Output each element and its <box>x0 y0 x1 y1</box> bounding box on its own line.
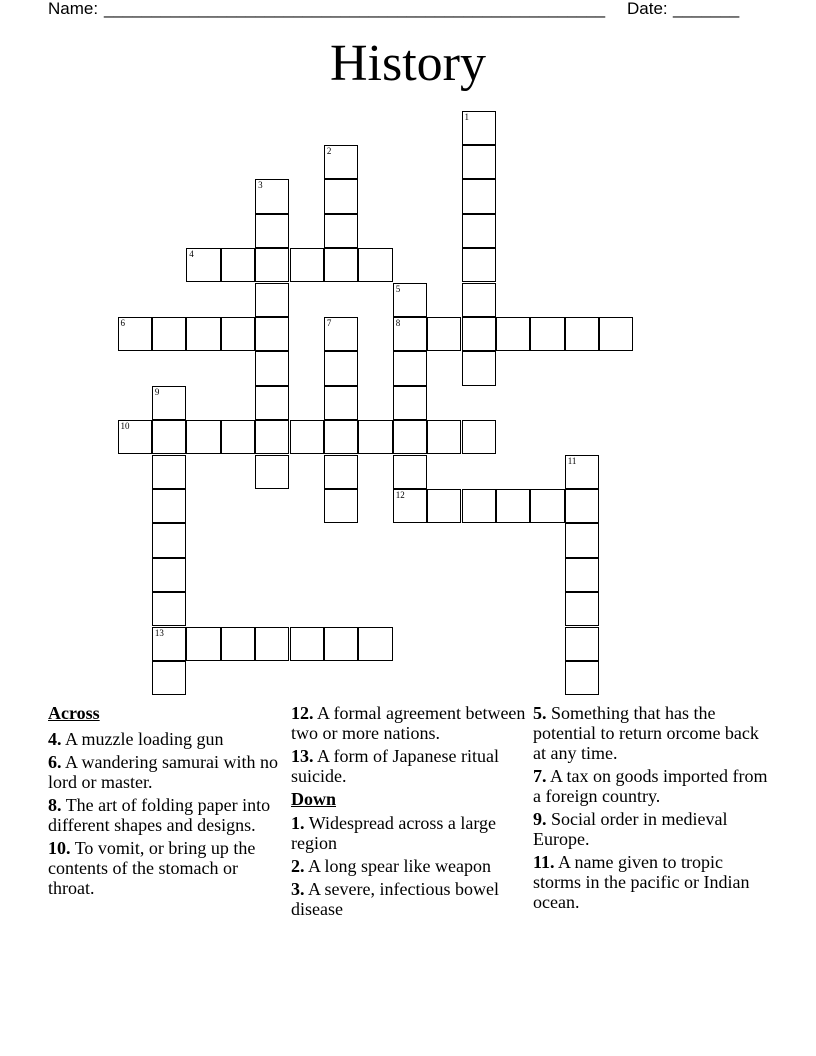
crossword-cell[interactable] <box>393 489 427 523</box>
clue-text: A form of Japanese ritual suicide. <box>291 746 499 786</box>
crossword-cell[interactable] <box>255 627 289 661</box>
clue-across-8 <box>48 795 283 835</box>
clue-across-6 <box>48 752 283 792</box>
clue-text: Widespread across a large region <box>291 813 497 853</box>
clue-number-label: 5 <box>395 283 401 294</box>
crossword-cell[interactable] <box>255 248 289 282</box>
crossword-cell[interactable] <box>152 455 186 489</box>
crossword-cell[interactable] <box>358 627 392 661</box>
crossword-cell[interactable] <box>186 420 220 454</box>
clue-number: 9. <box>533 809 547 829</box>
clue-down-5 <box>533 703 768 763</box>
crossword-cell[interactable] <box>255 386 289 420</box>
crossword-cell[interactable] <box>118 317 152 351</box>
crossword-cell[interactable] <box>393 386 427 420</box>
clue-number-label: 3 <box>258 180 263 191</box>
name-label: Name: <box>48 0 99 18</box>
clue-across-12 <box>291 703 526 743</box>
crossword-cell[interactable] <box>255 214 289 248</box>
crossword-cell[interactable] <box>255 179 289 213</box>
crossword-cell[interactable] <box>255 455 289 489</box>
clue-text: Social order in medieval Europe. <box>533 809 728 849</box>
crossword-cell[interactable] <box>152 523 186 557</box>
clue-number: 4. <box>48 729 62 749</box>
crossword-cell[interactable] <box>358 420 392 454</box>
crossword-cell[interactable] <box>358 248 392 282</box>
clue-number: 13. <box>291 746 314 766</box>
crossword-cell[interactable] <box>599 317 633 351</box>
crossword-cell[interactable] <box>186 317 220 351</box>
clue-number: 5. <box>533 703 547 723</box>
clue-down-7 <box>533 766 768 806</box>
crossword-cell[interactable] <box>324 420 358 454</box>
crossword-cell[interactable] <box>462 420 496 454</box>
crossword-cell[interactable] <box>324 627 358 661</box>
crossword-cell[interactable] <box>324 489 358 523</box>
crossword-cell[interactable] <box>324 386 358 420</box>
clue-text: To vomit, or bring up the contents of the stomach or throat. <box>48 838 256 898</box>
clue-number-label: 10 <box>120 421 130 432</box>
crossword-cell[interactable] <box>462 351 496 385</box>
crossword-cell[interactable] <box>324 455 358 489</box>
crossword-cell[interactable] <box>462 214 496 248</box>
clue-across-10 <box>48 838 283 898</box>
crossword-cell[interactable] <box>324 317 358 351</box>
crossword-cell[interactable] <box>152 386 186 420</box>
crossword-cell[interactable] <box>255 317 289 351</box>
crossword-cell[interactable] <box>152 627 186 661</box>
clue-number-label: 12 <box>395 489 405 500</box>
clue-across-4 <box>48 729 283 749</box>
crossword-cell[interactable] <box>324 145 358 179</box>
crossword-cell[interactable] <box>221 627 255 661</box>
clue-down-9 <box>533 809 768 849</box>
clue-number: 6. <box>48 752 62 772</box>
clue-number: 11. <box>533 852 555 872</box>
clue-number-label: 11 <box>567 455 577 466</box>
crossword-cell[interactable] <box>186 248 220 282</box>
crossword-cell[interactable] <box>462 283 496 317</box>
clue-number-label: 8 <box>395 317 401 328</box>
down-heading: Down <box>291 789 337 809</box>
crossword-cell[interactable] <box>152 489 186 523</box>
across-heading: Across <box>48 703 100 723</box>
crossword-cell[interactable] <box>152 420 186 454</box>
crossword-cell[interactable] <box>565 523 599 557</box>
crossword-cell[interactable] <box>462 145 496 179</box>
crossword-cell[interactable] <box>565 627 599 661</box>
crossword-cell[interactable] <box>152 317 186 351</box>
clue-down-2 <box>291 856 526 876</box>
date-label: Date: <box>627 0 668 18</box>
clue-number-label: 9 <box>154 386 160 397</box>
clue-text: A formal agreement between two or more nations. <box>291 703 526 743</box>
crossword-cell[interactable] <box>565 489 599 523</box>
date-blank-line[interactable]: _______ <box>673 0 740 18</box>
crossword-cell[interactable] <box>462 179 496 213</box>
clue-across-13 <box>291 746 526 786</box>
clue-column-2 <box>291 703 526 922</box>
crossword-cell[interactable] <box>255 420 289 454</box>
crossword-cell[interactable] <box>462 489 496 523</box>
crossword-cell[interactable] <box>462 111 496 145</box>
clue-down-11 <box>533 852 768 912</box>
clue-text: A long spear like weapon <box>308 856 491 876</box>
clue-number-label: 13 <box>154 627 164 638</box>
crossword-cell[interactable] <box>290 248 324 282</box>
crossword-cell[interactable] <box>462 317 496 351</box>
crossword-cell[interactable] <box>186 627 220 661</box>
clue-number: 7. <box>533 766 547 786</box>
crossword-cell[interactable] <box>427 489 461 523</box>
crossword-cell[interactable] <box>221 248 255 282</box>
clue-number: 12. <box>291 703 314 723</box>
clue-number: 3. <box>291 879 305 899</box>
crossword-cell[interactable] <box>427 317 461 351</box>
clue-column-1 <box>48 703 283 901</box>
crossword-cell[interactable] <box>427 420 461 454</box>
crossword-cell[interactable] <box>462 248 496 282</box>
clue-down-1 <box>291 813 526 853</box>
clue-number: 10. <box>48 838 71 858</box>
crossword-cell[interactable] <box>565 592 599 626</box>
clue-text: A muzzle loading gun <box>65 729 224 749</box>
clue-text: Something that has the potential to return orcome back at any time. <box>533 703 759 763</box>
clue-text: A severe, infectious bowel disease <box>291 879 499 919</box>
crossword-cell[interactable] <box>393 351 427 385</box>
crossword-cell[interactable] <box>324 248 358 282</box>
clue-number-label: 4 <box>189 249 194 260</box>
clue-number-label: 2 <box>326 145 332 156</box>
crossword-cell[interactable] <box>255 351 289 385</box>
clue-text: The art of folding paper into different shapes and designs. <box>48 795 271 835</box>
crossword-cell[interactable] <box>290 627 324 661</box>
crossword-cell[interactable] <box>530 489 564 523</box>
crossword-cell[interactable] <box>324 351 358 385</box>
clue-column-3 <box>533 703 768 915</box>
clue-number-label: 6 <box>120 317 125 328</box>
crossword-cell[interactable] <box>324 214 358 248</box>
crossword-cell[interactable] <box>152 592 186 626</box>
crossword-cell[interactable] <box>290 420 324 454</box>
page-title: History <box>330 35 486 92</box>
crossword-cell[interactable] <box>152 661 186 695</box>
crossword-cell[interactable] <box>152 558 186 592</box>
clue-text: A tax on goods imported from a foreign country. <box>533 766 768 806</box>
clue-text: A wandering samurai with no lord or master. <box>48 752 278 792</box>
name-blank-line[interactable]: _____________________________________________________ <box>104 0 606 18</box>
crossword-cell[interactable] <box>565 661 599 695</box>
clue-number: 2. <box>291 856 305 876</box>
crossword-cell[interactable] <box>565 317 599 351</box>
crossword-cell[interactable] <box>118 420 152 454</box>
clue-number-label: 7 <box>326 317 332 328</box>
crossword-cell[interactable] <box>324 179 358 213</box>
clue-number: 8. <box>48 795 62 815</box>
crossword-cell[interactable] <box>393 455 427 489</box>
clue-number: 1. <box>291 813 305 833</box>
crossword-cell[interactable] <box>393 317 427 351</box>
crossword-cell[interactable] <box>565 455 599 489</box>
crossword-cell[interactable] <box>221 420 255 454</box>
crossword-cell[interactable] <box>221 317 255 351</box>
crossword-cell[interactable] <box>565 558 599 592</box>
crossword-cell[interactable] <box>393 283 427 317</box>
crossword-cell[interactable] <box>530 317 564 351</box>
clue-down-3 <box>291 879 526 919</box>
crossword-cell[interactable] <box>393 420 427 454</box>
crossword-cell[interactable] <box>255 283 289 317</box>
clue-text: A name given to tropic storms in the pacific or Indian ocean. <box>533 852 750 912</box>
clue-number-label: 1 <box>464 111 469 122</box>
crossword-cell[interactable] <box>496 489 530 523</box>
crossword-cell[interactable] <box>496 317 530 351</box>
